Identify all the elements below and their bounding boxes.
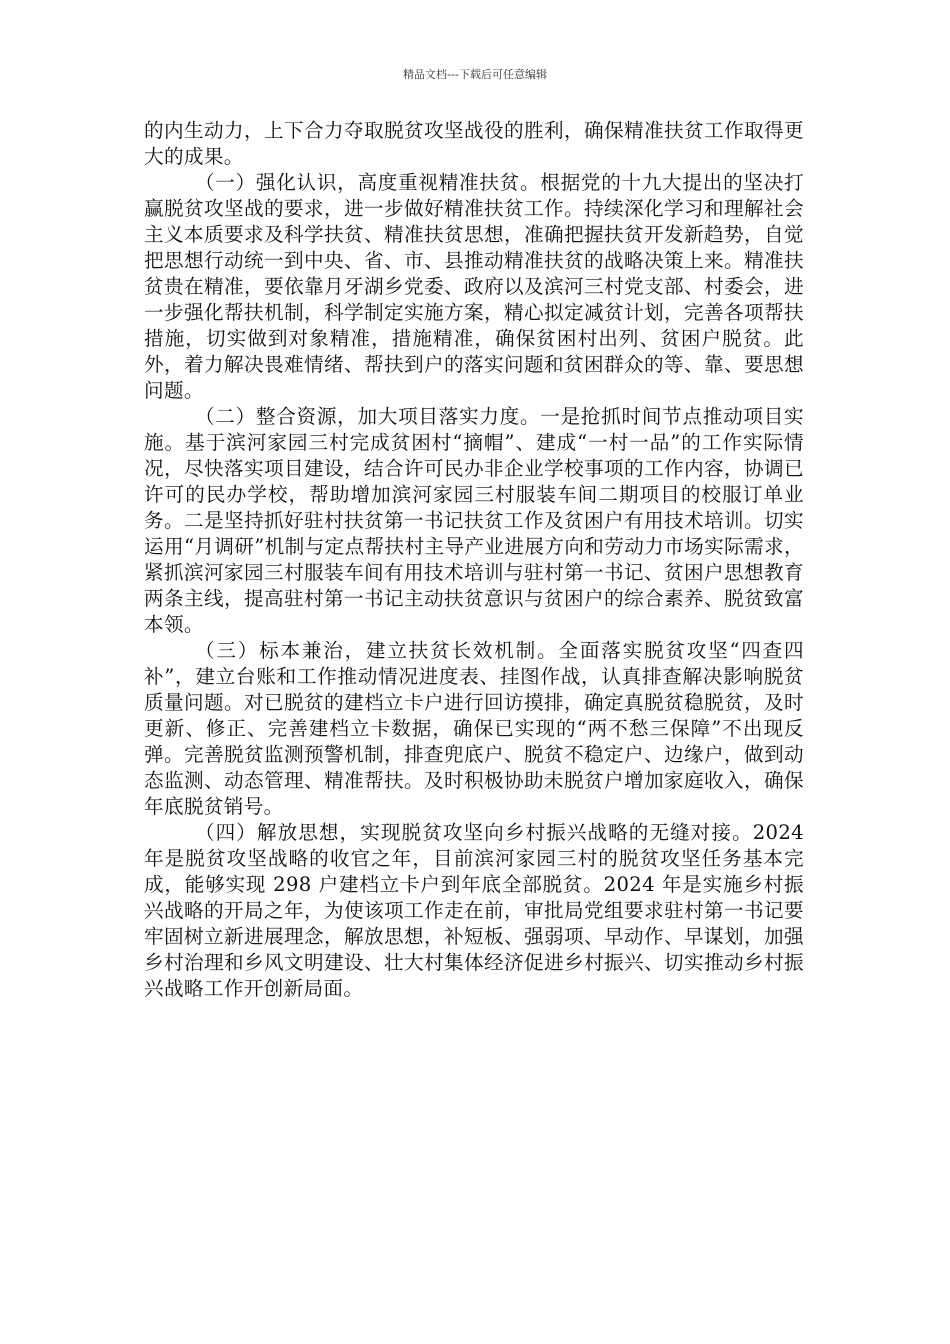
document-body [144, 118, 804, 1002]
paragraph-continuation: 的内生动力，上下合力夺取脱贫攻坚战役的胜利，确保精准扶贫工作取得更大的成果。 [144, 119, 804, 168]
paragraph-section-1: （一）强化认识，高度重视精准扶贫。根据党的十九大提出的坚决打赢脱贫攻坚战的要求，进一步做好精准扶贫工作。持续深化学习和理解社会主义本质要求及科学扶贫、精准扶贫思想，准确把握扶贫开发新趋势，自觉把思想行动统一到中央、省、市、县推动精准扶贫的战略决策上来。精准扶贫贵在精准，要依靠月牙湖乡党委、政府以及滨河三村党支部、村委会，进一步强化帮扶机制，科学制定实施方案，精心拟定减贫计划，完善各项帮扶措施，切实做到对象精准，措施精准，确保贫困村出列、贫困户脱贫。此外，着力解决畏难情绪、帮扶到户的落实问题和贫困群众的等、靠、要思想问题。 [144, 171, 804, 402]
page-header: 精品文档---下载后可任意编辑 [403, 68, 547, 81]
paragraph-section-3: （三）标本兼治，建立扶贫长效机制。全面落实脱贫攻坚“四查四补”，建立台账和工作推动情况进度表、挂图作战，认真排查解决影响脱贫质量问题。对已脱贫的建档立卡户进行回访摸排，确定真脱贫稳脱贫，及时更新、修正、完善建档立卡数据，确保已实现的“两不愁三保障”不出现反弹。完善脱贫监测预警机制，排查兜底户、脱贫不稳定户、边缘户，做到动态监测、动态管理、精准帮扶。及时积极协助未脱贫户增加家庭收入，确保年底脱贫销号。 [144, 639, 804, 818]
paragraph-section-4: （四）解放思想，实现脱贫攻坚向乡村振兴战略的无缝对接。2024 年是脱贫攻坚战略的收官之年，目前滨河家园三村的脱贫攻坚任务基本完成，能够实现 298 户建档立卡户到年底全部脱贫。2024 年是实施乡村振兴战略的开局之年，为使该项工作走在前，审批局党组要求驻村第一书记要牢固树立新进展理念，解放思想，补短板、强弱项、早动作、早谋划，加强乡村治理和乡风文明建设、壮大村集体经济促进乡村振兴、切实推动乡村振兴战略工作开创新局面。 [144, 821, 804, 1000]
paragraph-section-2: （二）整合资源，加大项目落实力度。一是抢抓时间节点推动项目实施。基于滨河家园三村完成贫困村“摘帽”、建成“一村一品”的工作实际情况，尽快落实项目建设，结合许可民办非企业学校事项的工作内容，协调已许可的民办学校，帮助增加滨河家园三村服装车间二期项目的校服订单业务。二是坚持抓好驻村扶贫第一书记扶贫工作及贫困户有用技术培训。切实运用“月调研”机制与定点帮扶村主导产业进展方向和劳动力市场实际需求，紧抓滨河家园三村服装车间有用技术培训与驻村第一书记、贫困户思想教育两条主线，提高驻村第一书记主动扶贫意识与贫困户的综合素养、脱贫致富本领。 [144, 405, 804, 636]
